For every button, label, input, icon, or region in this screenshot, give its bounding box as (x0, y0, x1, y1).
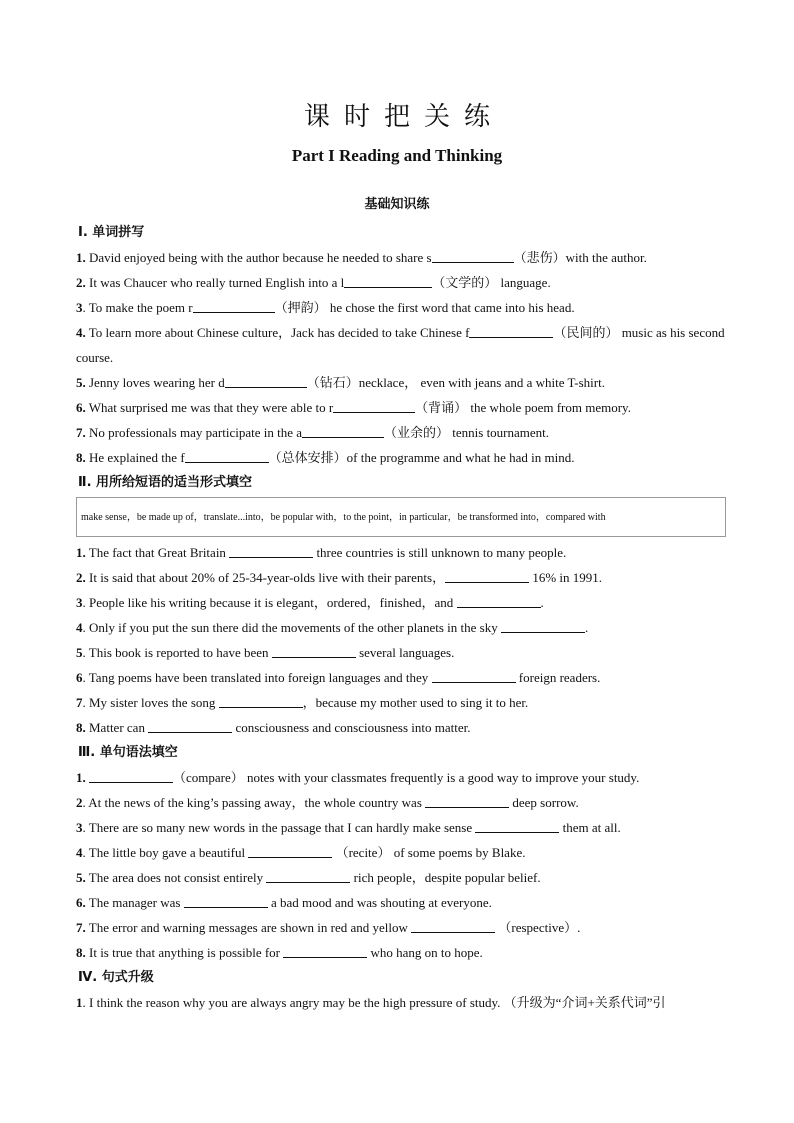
answer-blank[interactable] (302, 423, 384, 438)
page-title: 课时把关练 (303, 102, 504, 132)
exercise-item (76, 915, 726, 940)
item-number: 1. (76, 545, 86, 560)
item-number: 8. (76, 450, 86, 465)
exercise-item (76, 865, 726, 890)
answer-blank[interactable] (475, 818, 559, 833)
item-text: （compare） notes with your classmates frequently is a good way to improve your study. (173, 770, 640, 785)
item-text: rich people，despite popular belief. (350, 870, 541, 885)
item-number: 5. (76, 870, 86, 885)
letter-hint: r (188, 300, 193, 315)
answer-blank[interactable] (148, 718, 232, 733)
item-text: David enjoyed being with the author because he needed to share (85, 250, 427, 265)
item-text: ，because my mother used to sing it to her. (302, 695, 529, 710)
item-text: them at all. (559, 820, 621, 835)
answer-blank[interactable] (457, 593, 541, 608)
answer-blank[interactable] (185, 448, 269, 463)
item-text: foreign readers. (515, 670, 601, 685)
exercise-item (76, 245, 726, 270)
item-number: 7 (76, 695, 83, 710)
letter-hint: r (328, 400, 334, 415)
answer-blank[interactable] (432, 248, 514, 263)
item-text: （民间的） music as his second course. (76, 325, 725, 365)
exercise-item (76, 790, 726, 815)
section-subtitle: 基础知识练 (364, 197, 430, 212)
item-text: a bad mood and was shouting at everyone. (267, 895, 492, 910)
item-number: 4 (76, 620, 83, 635)
letter-hint: d (218, 375, 225, 390)
item-number: 1 (76, 995, 83, 1010)
item-text: 16% in 1991. (529, 570, 603, 585)
answer-blank[interactable] (469, 323, 553, 338)
item-text: （总体安排）of the programme and what he had in mind. (268, 450, 575, 465)
item-text: three countries is still unknown to many people. (313, 545, 567, 560)
item-text: （押韵） he chose the first word that came into his head. (274, 300, 575, 315)
item-number: 8. (76, 945, 86, 960)
answer-blank[interactable] (411, 918, 495, 933)
section-heading-4: Ⅳ. 句式升级 (78, 970, 154, 985)
item-text: （respective）. (495, 920, 581, 935)
section-heading-1: Ⅰ. 单词拼写 (78, 225, 145, 240)
item-text: The manager was (85, 895, 184, 910)
section-heading-3: Ⅲ. 单句语法填空 (78, 745, 178, 760)
exercise-item (76, 270, 726, 295)
item-number: 6. (76, 895, 86, 910)
item-number: 1. (76, 250, 86, 265)
exercise-item (76, 615, 726, 640)
exercise-item (76, 640, 726, 665)
item-text: He explained the (85, 450, 181, 465)
item-text: . There are so many new words in the passage that I can hardly make sense (82, 820, 476, 835)
exercise-item (76, 590, 726, 615)
item-text: （背诵） the whole poem from memory. (415, 400, 631, 415)
item-number: 4. (76, 325, 86, 340)
item-number: 5. (76, 375, 86, 390)
answer-blank[interactable] (432, 668, 516, 683)
answer-blank[interactable] (248, 843, 332, 858)
item-text: consciousness and consciousness into matter. (232, 720, 471, 735)
item-text: . (584, 620, 589, 635)
item-text: The error and warning messages are shown in red and yellow (85, 920, 412, 935)
answer-blank[interactable] (501, 618, 585, 633)
item-text: . I think the reason why you are always angry may be the high pressure of study. （升级为“介词+关系代词”引 (82, 995, 666, 1010)
item-text: . The little boy gave a beautiful (82, 845, 249, 860)
exercise-item (76, 665, 726, 690)
exercise-item (76, 690, 726, 715)
exercise-content (76, 220, 726, 1015)
item-text: No professionals may participate in the (85, 425, 297, 440)
item-text: （业余的） tennis tournament. (384, 425, 550, 440)
item-text: Jenny loves wearing her (85, 375, 219, 390)
section-heading-2: Ⅱ. 用所给短语的适当形式填空 (78, 475, 253, 490)
letter-hint: f (180, 450, 185, 465)
item-number: 8. (76, 720, 86, 735)
item-text: It was Chaucer who really turned English into a (85, 275, 341, 290)
exercise-item (76, 445, 726, 470)
item-text: Matter can (85, 720, 149, 735)
exercise-item (76, 765, 726, 790)
part-heading: Part I Reading and Thinking (291, 146, 503, 165)
exercise-item (76, 840, 726, 865)
answer-blank[interactable] (193, 298, 275, 313)
answer-blank[interactable] (272, 643, 356, 658)
item-number: 3 (76, 820, 83, 835)
item-number: 7. (76, 920, 86, 935)
item-text: （钻石）necklace， even with jeans and a white T-shirt. (306, 375, 605, 390)
answer-blank[interactable] (219, 693, 303, 708)
exercise-item (76, 565, 726, 590)
letter-hint: f (465, 325, 470, 340)
answer-blank[interactable] (344, 273, 432, 288)
item-number: 5 (76, 645, 83, 660)
letter-hint: s (426, 250, 432, 265)
exercise-item (76, 420, 726, 445)
item-text: It is true that anything is possible for (85, 945, 284, 960)
item-number: 2 (76, 795, 83, 810)
item-text: deep sorrow. (509, 795, 579, 810)
letter-hint: l (340, 275, 345, 290)
item-number: 2. (76, 570, 86, 585)
item-text: . Only if you put the sun there did the movements of the other planets in the sky (82, 620, 501, 635)
item-number: 3 (76, 595, 83, 610)
answer-blank[interactable] (229, 543, 313, 558)
item-number: 7. (76, 425, 86, 440)
item-text: It is said that about 20% of 25-34-year-olds live with their parents， (85, 570, 446, 585)
answer-blank[interactable] (333, 398, 415, 413)
exercise-item (76, 715, 726, 740)
exercise-item (76, 370, 726, 395)
answer-blank[interactable] (89, 768, 173, 783)
exercise-item (76, 295, 726, 320)
item-number: 1. (76, 770, 86, 785)
item-number: 4 (76, 845, 83, 860)
item-text: several languages. (355, 645, 455, 660)
answer-blank[interactable] (225, 373, 307, 388)
item-number: 3 (76, 300, 83, 315)
exercise-item (76, 320, 726, 370)
item-number: 6. (76, 400, 86, 415)
answer-blank[interactable] (425, 793, 509, 808)
item-number: 2. (76, 275, 86, 290)
phrase-box: make sense，be made up of，translate...into，be popular with，to the point，in particular，be transformed into，compared with (76, 497, 726, 537)
item-text: What surprised me was that they were able to (85, 400, 329, 415)
item-text: （recite） of some poems by Blake. (332, 845, 526, 860)
item-text: who hang on to hope. (367, 945, 483, 960)
answer-blank[interactable] (184, 893, 268, 908)
item-text: . This book is reported to have been (82, 645, 272, 660)
item-text: . To make the poem (82, 300, 189, 315)
item-number: 6 (76, 670, 83, 685)
item-text: The area does not consist entirely (85, 870, 267, 885)
item-text: . (540, 595, 544, 610)
exercise-item (76, 940, 726, 965)
item-text: The fact that Great Britain (85, 545, 230, 560)
exercise-item (76, 990, 726, 1015)
exercise-item (76, 395, 726, 420)
exercise-item (76, 815, 726, 840)
item-text: （悲伤）with the author. (513, 250, 647, 265)
exercise-item (76, 540, 726, 565)
item-text: To learn more about Chinese culture，Jack has decided to take Chinese (85, 325, 466, 340)
exercise-item (76, 890, 726, 915)
item-text: . At the news of the king’s passing away，the whole country was (82, 795, 426, 810)
item-text: . People like his writing because it is elegant，ordered，finished，and (82, 595, 457, 610)
item-text: （文学的） language. (432, 275, 551, 290)
item-text: . Tang poems have been translated into foreign languages and they (82, 670, 432, 685)
item-text: . My sister loves the song (82, 695, 219, 710)
letter-hint: a (296, 425, 303, 440)
answer-blank[interactable] (283, 943, 367, 958)
answer-blank[interactable] (445, 568, 529, 583)
answer-blank[interactable] (266, 868, 350, 883)
